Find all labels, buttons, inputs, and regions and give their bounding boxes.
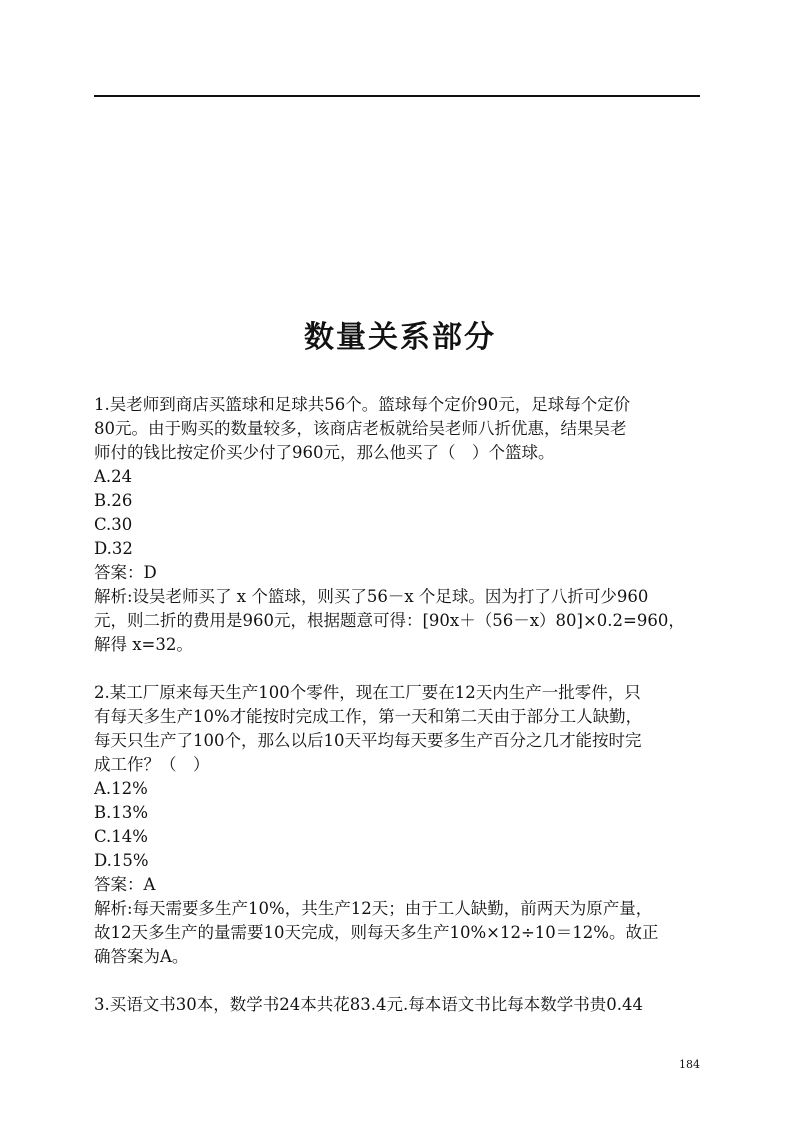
question-3: [94, 993, 702, 1017]
analysis-line: 确答案为A。: [94, 947, 189, 966]
option-b: B.26: [94, 491, 133, 510]
question-2: [94, 681, 702, 969]
question-stem-line: 师付的钱比按定价买少付了960元，那么他买了（ ）个篮球。: [94, 443, 555, 462]
option-d: D.32: [94, 539, 133, 558]
option-c: C.30: [94, 515, 133, 534]
question-stem-line: 有每天多生产10%才能按时完成工作，第一天和第二天由于部分工人缺勤，: [94, 707, 643, 726]
answer: 答案：D: [94, 563, 157, 582]
analysis-line: 元，则二折的费用是960元，根据题意可得：[90x＋（56－x）80]×0.2=960，: [94, 611, 685, 630]
analysis-line: 解析:设吴老师买了 x 个篮球，则买了56－x 个足球。因为打了八折可少960: [94, 587, 649, 606]
option-c: C.14%: [94, 827, 148, 846]
analysis-line: 解得 x=32。: [94, 635, 193, 654]
header-rule: [94, 95, 700, 97]
question-stem-line: 每天只生产了100个，那么以后10天平均每天要多生产百分之几才能按时完: [94, 731, 642, 750]
option-a: A.24: [94, 467, 133, 486]
option-b: B.13%: [94, 803, 149, 822]
page-number: 184: [679, 1058, 700, 1071]
option-d: D.15%: [94, 851, 149, 870]
question-stem-line: 80元。由于购买的数量较多，该商店老板就给吴老师八折优惠，结果吴老: [94, 419, 627, 438]
question-stem-line: 1.吴老师到商店买篮球和足球共56个。篮球每个定价90元，足球每个定价: [94, 395, 631, 414]
question-stem-line: 2.某工厂原来每天生产100个零件，现在工厂要在12天内生产一批零件，只: [94, 683, 641, 702]
question-stem-line: 成工作？（ ）: [94, 755, 210, 774]
spacer: [94, 657, 702, 681]
document-body: [94, 393, 702, 1017]
analysis-line: 解析:每天需要多生产10%，共生产12天；由于工人缺勤，前两天为原产量，: [94, 899, 653, 918]
option-a: A.12%: [94, 779, 148, 798]
spacer: [94, 969, 702, 993]
answer: 答案：A: [94, 875, 156, 894]
question-stem-line: 3.买语文书30本，数学书24本共花83.4元.每本语文书比每本数学书贵0.44: [94, 995, 643, 1014]
analysis-line: 故12天多生产的量需要10天完成，则每天多生产10%×12÷10＝12%。故正: [94, 923, 659, 942]
question-1: [94, 393, 702, 657]
section-title: 数量关系部分: [304, 320, 496, 355]
